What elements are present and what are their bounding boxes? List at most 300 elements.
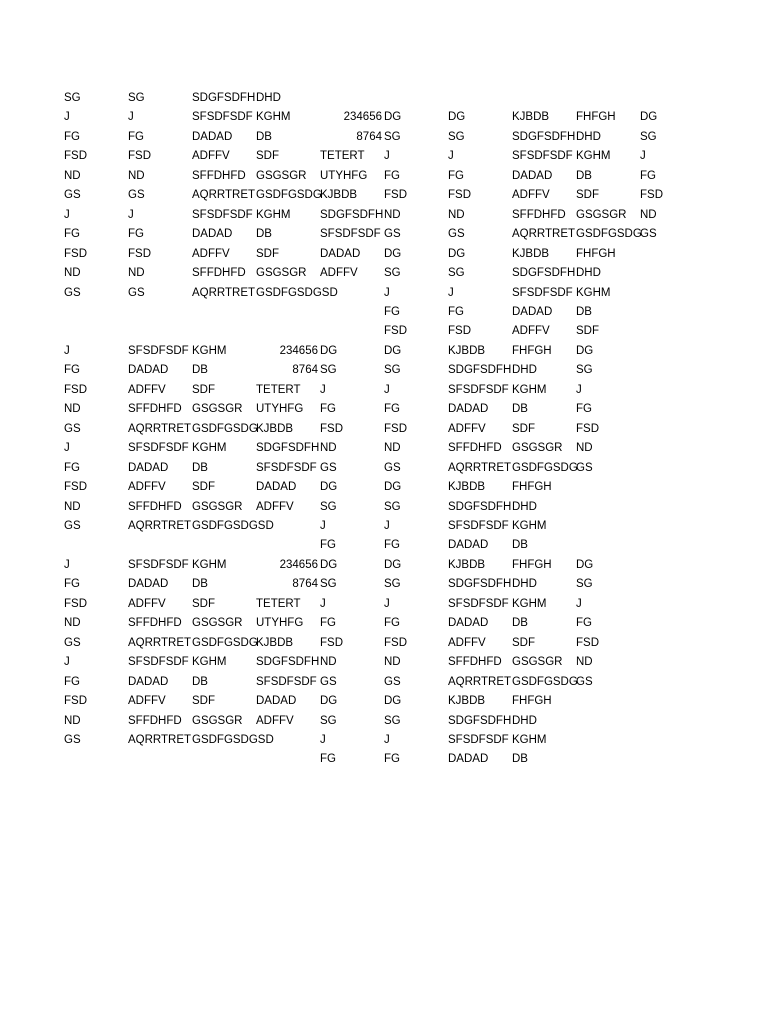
table-cell: KGHM bbox=[512, 383, 547, 396]
table-cell: SDGFSDFH bbox=[256, 656, 320, 669]
table-cell: DADAD bbox=[320, 247, 361, 260]
table-cell bbox=[640, 750, 704, 769]
table-cell: FG bbox=[320, 539, 336, 552]
table-cell: DHD bbox=[512, 500, 537, 513]
table-cell: 8764 bbox=[292, 578, 318, 591]
table-cell: SFSDFSDF bbox=[192, 111, 253, 124]
table-cell: J bbox=[128, 208, 134, 221]
table-cell: GSGSGR bbox=[192, 617, 243, 630]
spreadsheet-page bbox=[64, 89, 704, 770]
table-row bbox=[64, 303, 704, 322]
table-row bbox=[64, 595, 704, 614]
table-cell bbox=[192, 322, 256, 341]
table-cell: SG bbox=[128, 92, 145, 104]
table-cell: DADAD bbox=[128, 461, 169, 474]
table-cell: FSD bbox=[64, 247, 87, 260]
table-cell: AQRRTRET bbox=[128, 733, 192, 746]
table-cell: FG bbox=[576, 403, 592, 416]
table-cell bbox=[192, 303, 256, 322]
table-cell: FSD bbox=[384, 422, 407, 435]
table-cell: J bbox=[384, 597, 390, 610]
table-cell: GS bbox=[384, 461, 401, 474]
table-cell bbox=[320, 303, 384, 322]
table-cell: DADAD bbox=[448, 403, 489, 416]
table-cell: DG bbox=[384, 558, 402, 571]
table-cell: GS bbox=[320, 461, 337, 474]
table-cell bbox=[640, 420, 704, 439]
table-cell: SFSDFSDF bbox=[512, 286, 573, 299]
table-cell: GSGSGR bbox=[512, 656, 563, 669]
table-cell: GSGSGR bbox=[192, 403, 243, 416]
table-cell: SG bbox=[320, 500, 337, 513]
table-cell: DG bbox=[384, 111, 402, 124]
table-row bbox=[64, 614, 704, 633]
table-cell: SDGFSDFH bbox=[192, 92, 256, 104]
table-cell: DG bbox=[384, 344, 402, 357]
table-cell: FSD bbox=[448, 325, 471, 338]
table-cell: J bbox=[384, 150, 390, 163]
table-cell bbox=[576, 692, 640, 711]
table-cell: SG bbox=[576, 364, 593, 377]
table-cell bbox=[576, 89, 640, 108]
table-cell: J bbox=[448, 286, 454, 299]
table-cell: ND bbox=[384, 208, 401, 221]
table-cell: DADAD bbox=[128, 578, 169, 591]
table-cell: FSD bbox=[64, 695, 87, 708]
table-cell: FSD bbox=[128, 247, 151, 260]
table-cell: DADAD bbox=[512, 305, 553, 318]
table-cell: KGHM bbox=[512, 733, 547, 746]
table-cell bbox=[640, 245, 704, 264]
table-cell: KJBDB bbox=[256, 636, 294, 649]
table-cell: GS bbox=[576, 675, 593, 688]
table-row bbox=[64, 167, 704, 186]
table-cell bbox=[640, 459, 704, 478]
table-cell: FSD bbox=[64, 150, 87, 163]
table-row bbox=[64, 264, 704, 283]
table-cell: GS bbox=[64, 286, 81, 299]
table-cell: GSDFGSDG bbox=[512, 675, 578, 688]
table-cell: DB bbox=[512, 539, 528, 552]
table-cell: ND bbox=[640, 208, 657, 221]
table-cell: 234656 bbox=[343, 111, 382, 124]
table-cell: AQRRTRET bbox=[128, 519, 192, 532]
table-cell: 8764 bbox=[292, 364, 318, 377]
table-cell bbox=[640, 556, 704, 575]
table-row bbox=[64, 128, 704, 147]
table-cell: SG bbox=[448, 267, 465, 280]
table-row bbox=[64, 322, 704, 341]
table-row bbox=[64, 517, 704, 536]
table-cell bbox=[256, 536, 320, 555]
table-cell: GS bbox=[128, 286, 145, 299]
table-cell: SFFDHFD bbox=[448, 442, 502, 455]
table-cell: SFSDFSDF bbox=[320, 228, 381, 241]
table-cell: KGHM bbox=[192, 656, 227, 669]
table-row bbox=[64, 89, 704, 108]
table-cell: KGHM bbox=[576, 286, 611, 299]
table-cell: KGHM bbox=[192, 558, 227, 571]
table-cell: J bbox=[64, 656, 70, 669]
table-cell: FG bbox=[320, 753, 336, 766]
table-cell: FG bbox=[384, 305, 400, 318]
table-cell: SDGFSDFH bbox=[448, 578, 512, 591]
table-cell: J bbox=[64, 344, 70, 357]
table-cell: J bbox=[576, 383, 582, 396]
table-cell: ND bbox=[320, 442, 337, 455]
table-cell: GSGSGR bbox=[192, 500, 243, 513]
table-cell bbox=[640, 322, 704, 341]
table-cell bbox=[448, 89, 512, 108]
table-cell: DADAD bbox=[448, 753, 489, 766]
table-cell: KJBDB bbox=[256, 422, 294, 435]
table-cell: FSD bbox=[448, 189, 471, 202]
table-cell: ADFFV bbox=[128, 383, 166, 396]
table-cell: FHFGH bbox=[512, 695, 552, 708]
table-cell bbox=[384, 89, 448, 108]
table-row bbox=[64, 439, 704, 458]
table-cell: AQRRTRET bbox=[128, 422, 192, 435]
data-grid bbox=[64, 89, 704, 770]
table-cell: SFFDHFD bbox=[512, 208, 566, 221]
table-cell: SG bbox=[384, 578, 401, 591]
table-cell: DG bbox=[320, 558, 338, 571]
table-cell: DB bbox=[576, 305, 592, 318]
table-cell: DB bbox=[192, 364, 208, 377]
table-cell: UTYHFG bbox=[256, 617, 304, 630]
table-cell bbox=[640, 478, 704, 497]
table-cell: KGHM bbox=[192, 344, 227, 357]
table-cell: GSGSGR bbox=[256, 267, 307, 280]
table-cell bbox=[640, 381, 704, 400]
table-cell: DB bbox=[192, 578, 208, 591]
table-cell: GSDFGSDG bbox=[576, 228, 642, 241]
table-cell: DADAD bbox=[192, 228, 233, 241]
table-row bbox=[64, 420, 704, 439]
table-cell: DADAD bbox=[128, 364, 169, 377]
table-cell: UTYHFG bbox=[320, 169, 368, 182]
table-cell: SFSDFSDF bbox=[448, 597, 509, 610]
table-cell: AQRRTRET bbox=[192, 189, 256, 202]
table-cell: FG bbox=[64, 228, 80, 241]
table-cell: SDF bbox=[576, 325, 599, 338]
table-row bbox=[64, 225, 704, 244]
table-cell: DADAD bbox=[448, 539, 489, 552]
table-cell: J bbox=[384, 383, 390, 396]
table-cell bbox=[576, 536, 640, 555]
table-cell: FG bbox=[384, 617, 400, 630]
table-row bbox=[64, 731, 704, 750]
table-cell: KJBDB bbox=[512, 247, 550, 260]
table-cell: DADAD bbox=[192, 130, 233, 143]
table-cell: SFSDFSDF bbox=[448, 383, 509, 396]
table-cell: J bbox=[320, 383, 326, 396]
table-cell bbox=[128, 536, 192, 555]
table-row bbox=[64, 653, 704, 672]
table-cell bbox=[576, 731, 640, 750]
table-cell: FG bbox=[64, 675, 80, 688]
table-cell: SFFDHFD bbox=[128, 403, 182, 416]
table-row bbox=[64, 712, 704, 731]
table-cell: SFFDHFD bbox=[192, 267, 246, 280]
table-cell: FHFGH bbox=[576, 247, 616, 260]
table-row bbox=[64, 459, 704, 478]
table-cell: SFSDFSDF bbox=[128, 344, 189, 357]
table-cell: SFSDFSDF bbox=[128, 442, 189, 455]
table-cell: DADAD bbox=[128, 675, 169, 688]
table-cell: GSDFGSDG bbox=[192, 422, 258, 435]
table-cell bbox=[640, 439, 704, 458]
table-cell: SFSDFSDF bbox=[192, 208, 253, 221]
table-cell: SG bbox=[448, 130, 465, 143]
table-cell: SFSDFSDF bbox=[128, 558, 189, 571]
table-cell: DADAD bbox=[256, 695, 297, 708]
table-cell: DB bbox=[512, 753, 528, 766]
table-cell: SG bbox=[384, 130, 401, 143]
table-cell: SG bbox=[384, 267, 401, 280]
table-cell bbox=[64, 303, 128, 322]
table-cell: FSD bbox=[384, 189, 407, 202]
table-cell bbox=[192, 536, 256, 555]
table-cell: GSGSGR bbox=[512, 442, 563, 455]
table-cell: GS bbox=[448, 228, 465, 241]
table-cell: GS bbox=[64, 189, 81, 202]
table-cell: DG bbox=[384, 695, 402, 708]
table-cell: J bbox=[320, 519, 326, 532]
table-row bbox=[64, 478, 704, 497]
table-cell: SFSDFSDF bbox=[512, 150, 573, 163]
table-cell: ND bbox=[64, 500, 81, 513]
table-cell: 234656 bbox=[279, 558, 318, 571]
table-cell: ND bbox=[64, 169, 81, 182]
table-cell: DHD bbox=[576, 130, 601, 143]
table-cell: SDGFSDFH bbox=[448, 714, 512, 727]
table-cell: KGHM bbox=[192, 442, 227, 455]
table-cell: FSD bbox=[64, 597, 87, 610]
table-cell: ND bbox=[64, 403, 81, 416]
table-cell: SDGFSDFH bbox=[320, 208, 384, 221]
table-cell: SFSDFSDF bbox=[256, 461, 317, 474]
table-cell: SDGFSDFH bbox=[448, 364, 512, 377]
table-cell: J bbox=[640, 150, 646, 163]
table-cell: SDGFSDFH bbox=[512, 267, 576, 280]
table-cell: KGHM bbox=[256, 111, 291, 124]
table-cell: SDF bbox=[512, 422, 535, 435]
table-cell: FG bbox=[448, 305, 464, 318]
table-cell: SG bbox=[576, 578, 593, 591]
table-cell: J bbox=[384, 733, 390, 746]
table-cell: FG bbox=[128, 130, 144, 143]
table-cell: SFSDFSDF bbox=[448, 733, 509, 746]
table-cell: GS bbox=[64, 733, 81, 746]
table-cell: ND bbox=[384, 656, 401, 669]
table-cell bbox=[64, 322, 128, 341]
table-cell: ND bbox=[320, 656, 337, 669]
table-row bbox=[64, 556, 704, 575]
table-cell: ND bbox=[576, 442, 593, 455]
table-cell: DG bbox=[384, 481, 402, 494]
table-cell: ND bbox=[64, 267, 81, 280]
table-cell: FHFGH bbox=[512, 558, 552, 571]
table-cell: GSGSGR bbox=[576, 208, 627, 221]
table-cell bbox=[64, 750, 128, 769]
table-cell: DG bbox=[320, 344, 338, 357]
table-cell: ADFFV bbox=[512, 189, 550, 202]
table-cell: SDGFSDFH bbox=[448, 500, 512, 513]
table-cell bbox=[576, 498, 640, 517]
table-row bbox=[64, 342, 704, 361]
table-cell bbox=[640, 342, 704, 361]
table-cell: SG bbox=[640, 130, 657, 143]
table-cell: GSDFGSDG bbox=[512, 461, 578, 474]
table-cell: FG bbox=[384, 403, 400, 416]
table-cell: ADFFV bbox=[128, 597, 166, 610]
table-cell: FG bbox=[64, 130, 80, 143]
table-cell: DB bbox=[256, 130, 272, 143]
table-cell: KJBDB bbox=[448, 558, 486, 571]
table-cell: FSD bbox=[384, 636, 407, 649]
table-cell bbox=[640, 536, 704, 555]
table-cell: SDGFSDFH bbox=[256, 442, 320, 455]
table-cell bbox=[640, 517, 704, 536]
table-cell bbox=[640, 614, 704, 633]
table-cell: FG bbox=[320, 403, 336, 416]
table-cell: GS bbox=[320, 675, 337, 688]
table-cell: J bbox=[64, 208, 70, 221]
table-cell: GS bbox=[64, 636, 81, 649]
table-cell: ADFFV bbox=[448, 636, 486, 649]
table-cell: DG bbox=[448, 111, 466, 124]
table-cell: SG bbox=[384, 364, 401, 377]
table-cell: SG bbox=[384, 714, 401, 727]
table-cell: DG bbox=[320, 695, 338, 708]
table-cell: FHFGH bbox=[512, 344, 552, 357]
table-cell: GSDFGSDGSD bbox=[192, 733, 274, 746]
table-cell: AQRRTRET bbox=[448, 461, 512, 474]
table-cell: 234656 bbox=[279, 344, 318, 357]
table-row bbox=[64, 206, 704, 225]
table-cell bbox=[64, 536, 128, 555]
table-row bbox=[64, 284, 704, 303]
table-cell: FSD bbox=[576, 422, 599, 435]
table-cell: J bbox=[320, 597, 326, 610]
table-cell: SG bbox=[64, 92, 81, 104]
table-cell: DG bbox=[448, 247, 466, 260]
table-cell: DG bbox=[384, 247, 402, 260]
table-row bbox=[64, 498, 704, 517]
table-cell bbox=[256, 322, 320, 341]
table-cell: TETERT bbox=[320, 150, 365, 163]
table-row bbox=[64, 634, 704, 653]
table-cell: GSGSGR bbox=[256, 169, 307, 182]
table-cell: ADFFV bbox=[192, 247, 230, 260]
table-cell bbox=[640, 400, 704, 419]
table-cell: KJBDB bbox=[512, 111, 550, 124]
table-cell: SFFDHFD bbox=[128, 500, 182, 513]
table-cell: J bbox=[128, 111, 134, 124]
table-cell: DG bbox=[640, 111, 658, 124]
table-cell bbox=[640, 673, 704, 692]
table-cell: SFSDFSDF bbox=[448, 519, 509, 532]
table-cell: SFFDHFD bbox=[128, 617, 182, 630]
table-cell: J bbox=[64, 111, 70, 124]
table-cell bbox=[640, 712, 704, 731]
table-cell: DADAD bbox=[448, 617, 489, 630]
table-cell: FG bbox=[576, 617, 592, 630]
table-cell: AQRRTRET bbox=[128, 636, 192, 649]
table-cell: FG bbox=[384, 169, 400, 182]
table-cell: FG bbox=[640, 169, 656, 182]
table-row bbox=[64, 536, 704, 555]
table-cell bbox=[640, 575, 704, 594]
table-cell: GS bbox=[64, 422, 81, 435]
table-cell: J bbox=[448, 150, 454, 163]
table-cell: GS bbox=[64, 519, 81, 532]
table-cell: AQRRTRET bbox=[512, 228, 576, 241]
table-cell bbox=[640, 264, 704, 283]
table-cell: FSD bbox=[64, 383, 87, 396]
table-cell: GS bbox=[384, 675, 401, 688]
table-cell: ND bbox=[448, 208, 465, 221]
table-cell bbox=[576, 712, 640, 731]
table-cell bbox=[640, 303, 704, 322]
table-cell: ADFFV bbox=[320, 267, 358, 280]
table-cell: GS bbox=[640, 228, 657, 241]
table-cell: FSD bbox=[128, 150, 151, 163]
table-cell bbox=[192, 750, 256, 769]
table-cell: FHFGH bbox=[512, 481, 552, 494]
table-cell bbox=[320, 322, 384, 341]
table-cell: FG bbox=[448, 169, 464, 182]
table-cell: ND bbox=[64, 617, 81, 630]
table-cell: ND bbox=[384, 442, 401, 455]
table-cell: FG bbox=[384, 539, 400, 552]
table-cell: ADFFV bbox=[448, 422, 486, 435]
table-cell: SFFDHFD bbox=[192, 169, 246, 182]
table-cell: DHD bbox=[512, 714, 537, 727]
table-cell: SG bbox=[320, 578, 337, 591]
table-cell: FSD bbox=[320, 422, 343, 435]
table-cell: SFSDFSDF bbox=[128, 656, 189, 669]
table-cell bbox=[128, 303, 192, 322]
table-cell: J bbox=[320, 733, 326, 746]
table-cell bbox=[576, 750, 640, 769]
table-cell bbox=[640, 692, 704, 711]
table-cell: GSDFGSDG bbox=[256, 189, 322, 202]
table-cell bbox=[640, 89, 704, 108]
table-cell: DB bbox=[256, 228, 272, 241]
table-cell: ND bbox=[576, 656, 593, 669]
table-row bbox=[64, 147, 704, 166]
table-cell: ND bbox=[128, 169, 145, 182]
table-row bbox=[64, 750, 704, 769]
table-cell: DG bbox=[320, 481, 338, 494]
table-cell: FSD bbox=[64, 481, 87, 494]
table-cell: J bbox=[384, 286, 390, 299]
table-cell: AQRRTRET bbox=[192, 286, 256, 299]
table-cell: DHD bbox=[576, 267, 601, 280]
table-cell: KJBDB bbox=[448, 481, 486, 494]
table-row bbox=[64, 400, 704, 419]
table-cell: FG bbox=[320, 617, 336, 630]
table-row bbox=[64, 361, 704, 380]
table-cell: AQRRTRET bbox=[448, 675, 512, 688]
table-cell: SFSDFSDF bbox=[256, 675, 317, 688]
table-cell: FSD bbox=[576, 636, 599, 649]
table-cell: SDF bbox=[192, 383, 215, 396]
table-row bbox=[64, 575, 704, 594]
table-cell: DG bbox=[576, 344, 594, 357]
